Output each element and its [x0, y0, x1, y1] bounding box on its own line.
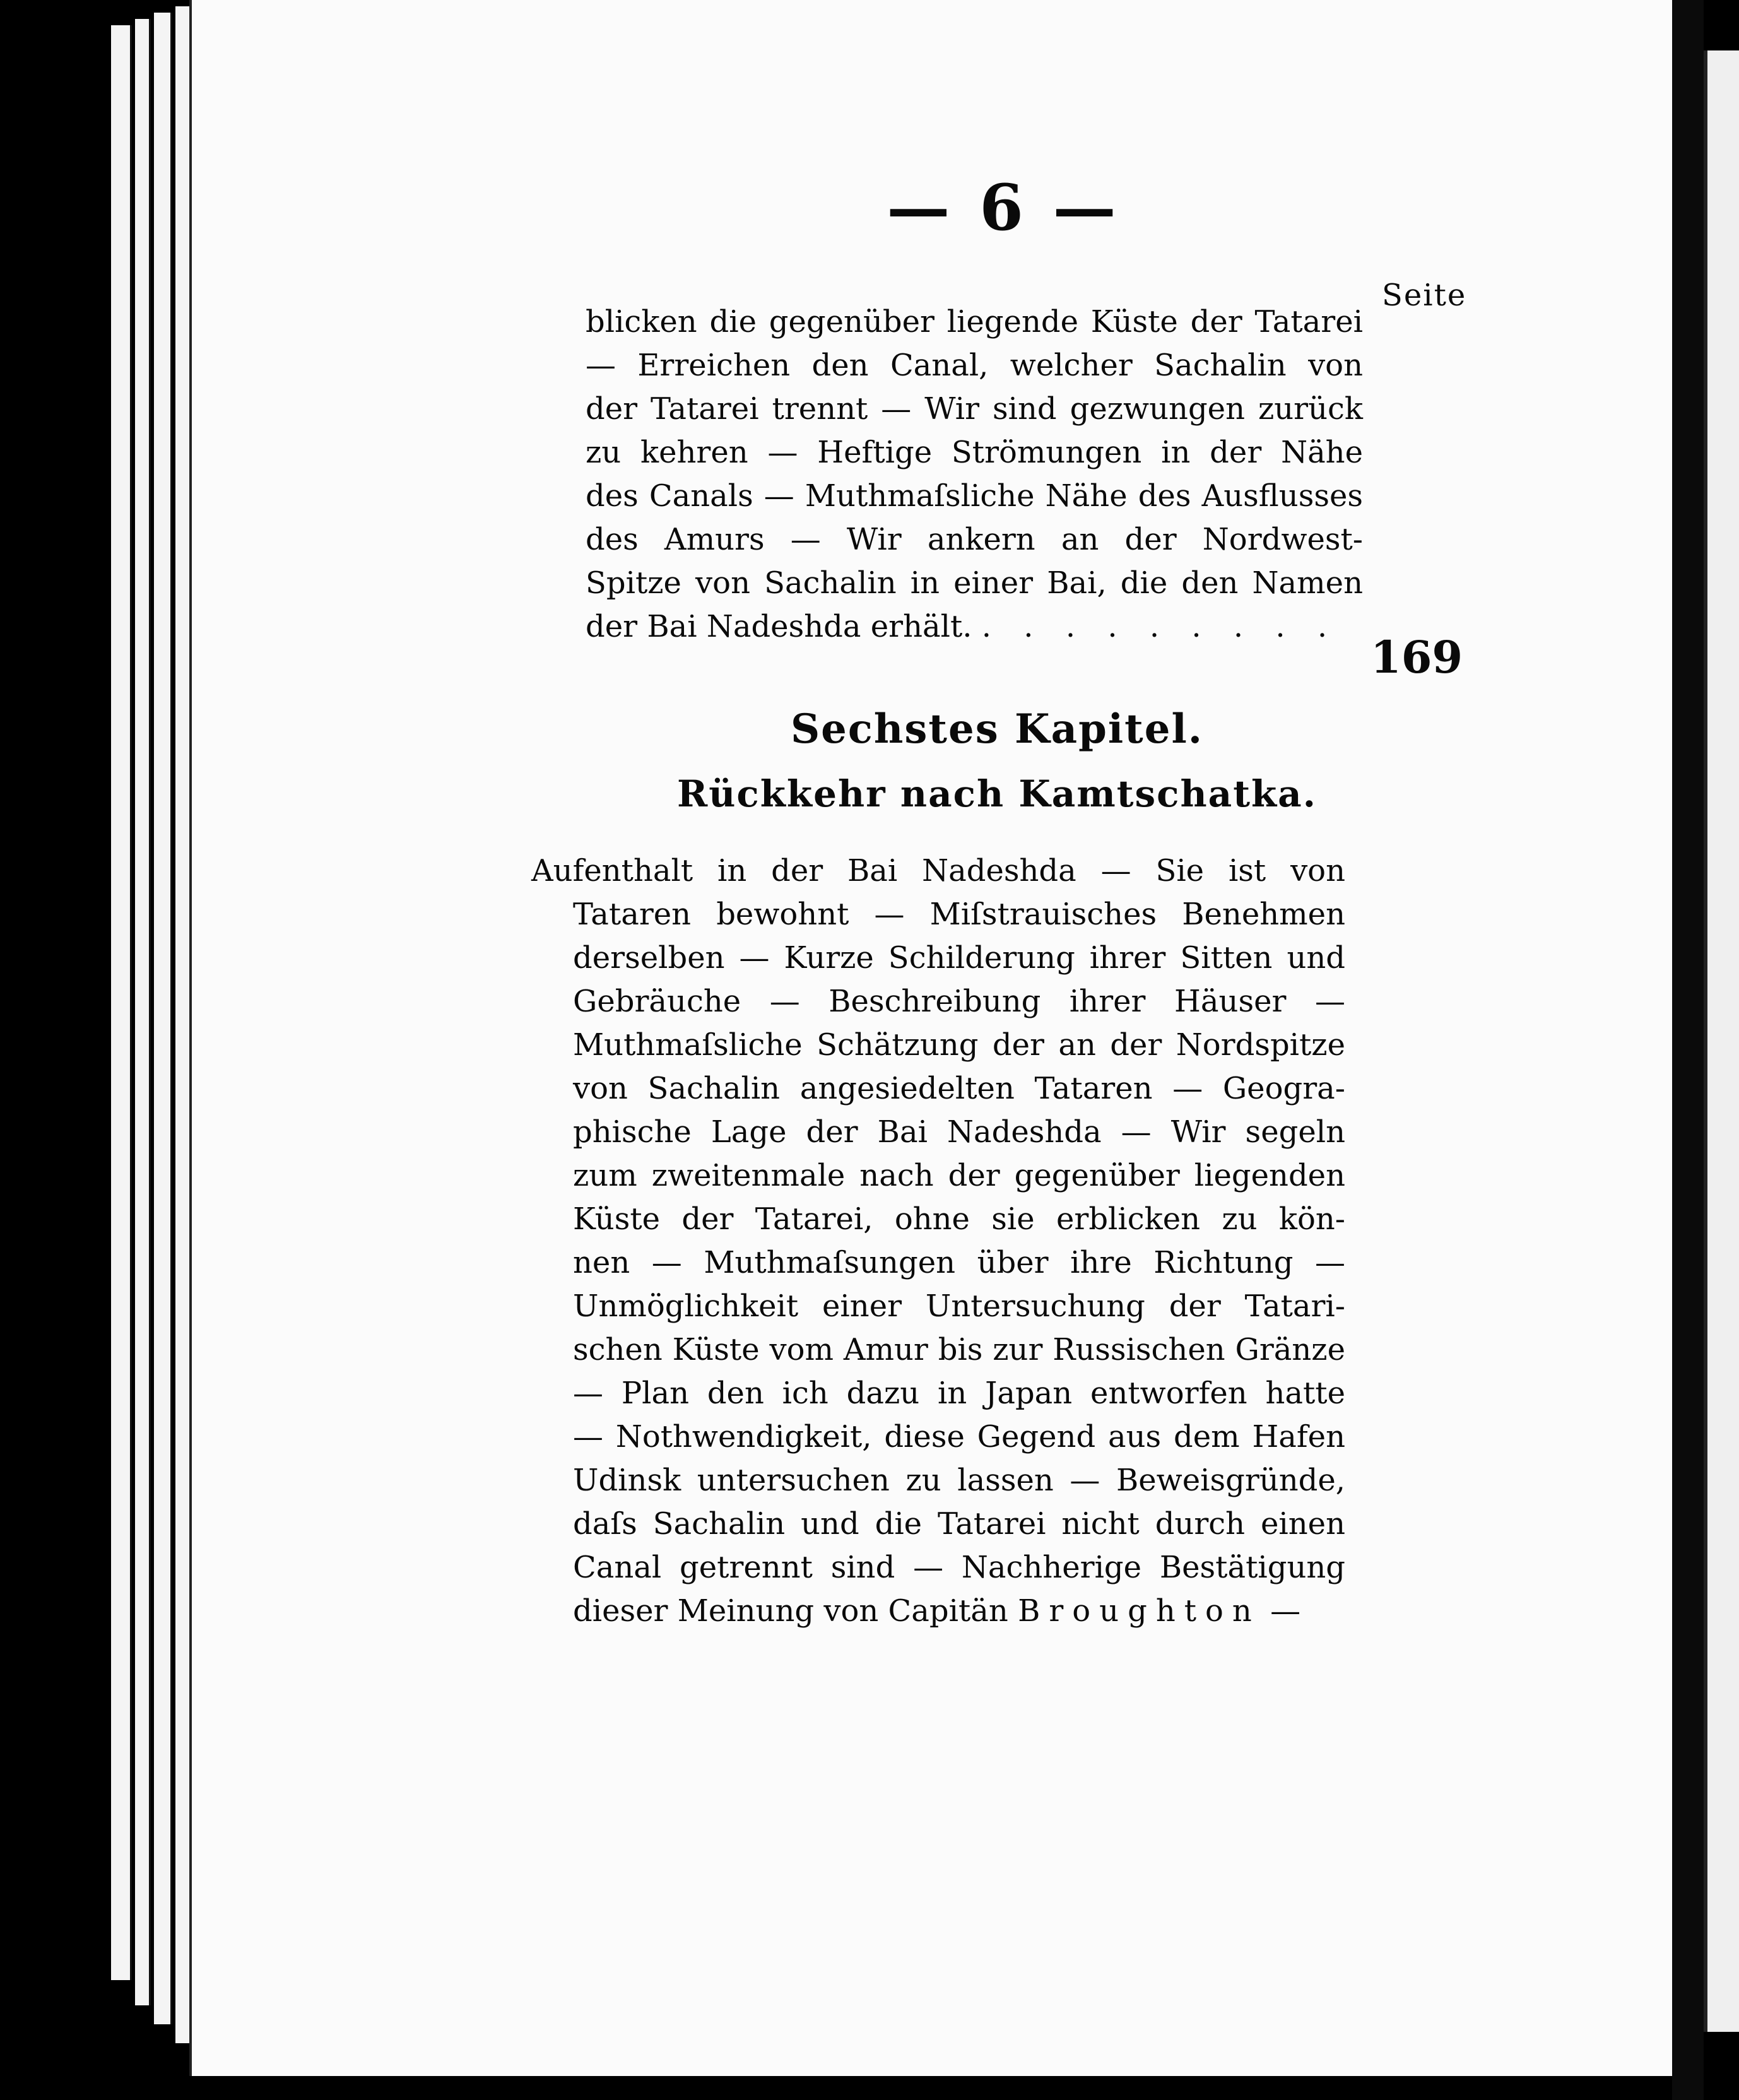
toc-line: Canal getrennt sind — Nachherige Bestätigung	[573, 1550, 1345, 1585]
toc-line: blicken die gegenüber liegende Küste der Tatarei	[586, 304, 1363, 339]
toc-line: von Sachalin angesiedelten Tataren — Geogra-	[573, 1071, 1345, 1106]
toc-entry	[586, 300, 1363, 649]
toc-line: phische Lage der Bai Nadeshda — Wir segeln	[573, 1114, 1345, 1150]
toc-line: — Nothwendigkeit, diese Gegend aus dem Hafen	[573, 1419, 1345, 1454]
chapter-subtitle: Rückkehr nach Kamtschatka.	[677, 772, 1317, 815]
toc-line: daſs Sachalin und die Tatarei nicht durch einen	[573, 1506, 1345, 1542]
toc-entry	[531, 849, 1345, 1633]
next-page-edge	[1704, 50, 1739, 2032]
toc-line: — Plan den ich dazu in Japan entworfen hatte	[573, 1376, 1345, 1411]
toc-line-last	[586, 605, 1363, 649]
page-edge	[135, 19, 151, 2005]
page-reference: 169	[1371, 631, 1463, 683]
toc-line-text: der Bai Nadeshda erhält.	[586, 609, 972, 644]
toc-line: derselben — Kurze Schilderung ihrer Sitten und	[573, 940, 1345, 976]
page-edge	[111, 25, 132, 1980]
toc-line: Küste der Tatarei, ohne sie erblicken zu kön-	[573, 1201, 1345, 1237]
toc-line: Gebräuche — Beschreibung ihrer Häuser —	[573, 984, 1345, 1019]
toc-line: des Amurs — Wir ankern an der Nordwest-	[586, 522, 1363, 557]
toc-line: der Tatarei trennt — Wir sind gezwungen zurück	[586, 391, 1363, 427]
toc-line: Udinsk untersuchen zu lassen — Beweisgründe,	[573, 1463, 1345, 1498]
toc-line: Unmöglichkeit einer Untersuchung der Tatari-	[573, 1289, 1345, 1324]
toc-line: — Erreichen den Canal, welcher Sachalin von	[586, 348, 1363, 383]
seite-label: Seite	[1382, 278, 1467, 313]
chapter-title: Sechstes Kapitel.	[790, 705, 1204, 753]
toc-line: Tataren bewohnt — Miſstrauisches Benehmen	[573, 897, 1345, 932]
page-number: — 6 —	[887, 170, 1120, 245]
book-gutter	[1672, 0, 1704, 2100]
toc-line-text: dieser Meinung von Capitän	[573, 1593, 1008, 1629]
toc-line-dash: —	[1270, 1593, 1301, 1629]
toc-line: Muthmaſsliche Schätzung der an der Nordspitze	[573, 1027, 1345, 1063]
toc-line: zu kehren — Heftige Strömungen in der Nähe	[586, 435, 1363, 470]
toc-line: Spitze von Sachalin in einer Bai, die den Namen	[586, 565, 1363, 601]
page-edge	[154, 13, 172, 2024]
toc-line-last	[531, 1590, 1345, 1633]
toc-line: schen Küste vom Amur bis zur Russischen Gränze	[573, 1332, 1345, 1367]
toc-line: nen — Muthmaſsungen über ihre Richtung —	[573, 1245, 1345, 1280]
toc-line: Aufenthalt in der Bai Nadeshda — Sie ist von	[531, 853, 1345, 888]
spaced-name: Broughton	[1018, 1593, 1261, 1629]
dot-leaders: . . . . . . . . .	[981, 609, 1339, 644]
toc-line: des Canals — Muthmaſsliche Nähe des Ausflusses	[586, 478, 1363, 514]
toc-line: zum zweitenmale nach der gegenüber liegenden	[573, 1158, 1345, 1193]
